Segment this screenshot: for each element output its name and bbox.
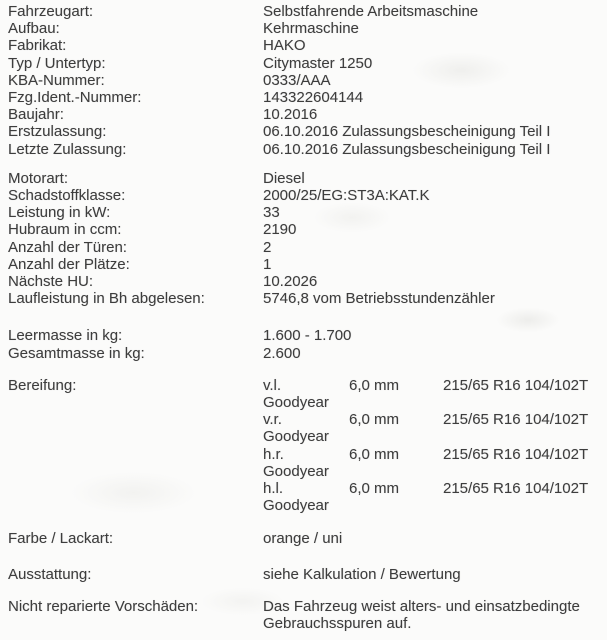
spec-value: 10.2026 <box>263 273 318 291</box>
spec-row <box>8 598 607 632</box>
spec-label: Baujahr: <box>8 106 64 124</box>
tire-spec-line <box>263 446 599 463</box>
tire-brand: Goodyear <box>263 394 329 412</box>
spec-label: Typ / Untertyp: <box>8 54 106 72</box>
spec-row <box>8 256 607 273</box>
tire-position: v.l. <box>263 376 282 394</box>
spec-row <box>8 239 607 256</box>
spec-label: Motorart: <box>8 169 69 187</box>
spec-row <box>8 327 607 344</box>
spec-row <box>8 566 607 583</box>
tire-position: h.r. <box>263 445 284 463</box>
tire-position: v.r. <box>263 411 282 429</box>
spec-value: 06.10.2016 Zulassungsbescheinigung Teil I <box>263 123 551 141</box>
spec-value: siehe Kalkulation / Bewertung <box>263 565 461 583</box>
spec-value: 1.600 - 1.700 <box>263 327 352 345</box>
tire-brand: Goodyear <box>263 462 329 480</box>
tire-size: 215/65 R16 104/102T <box>443 376 589 394</box>
spec-value: 10.2016 <box>263 106 318 124</box>
spec-value: 5746,8 vom Betriebsstundenzähler <box>263 290 495 308</box>
spec-value: 2190 <box>263 221 297 239</box>
spec-value: 143322604144 <box>263 89 364 107</box>
spec-label: Leistung in kW: <box>8 204 111 222</box>
section-tires <box>8 377 607 515</box>
tire-spec-line <box>263 377 599 394</box>
spec-label: Leermasse in kg: <box>8 327 123 345</box>
spec-value: Selbstfahrende Arbeitsmaschine <box>263 3 479 20</box>
spec-label: Aufbau: <box>8 20 60 38</box>
spec-row <box>8 20 607 37</box>
spec-label: Fzg.Ident.-Nummer: <box>8 89 142 107</box>
tire-tread-depth: 6,0 mm <box>349 411 400 429</box>
spec-row <box>8 37 607 54</box>
spec-row <box>8 187 607 204</box>
spec-row <box>8 72 607 89</box>
spec-value: 06.10.2016 Zulassungsbescheinigung Teil I <box>263 140 551 158</box>
section-masses <box>8 327 607 361</box>
spec-row <box>8 530 607 547</box>
spec-value: Kehrmaschine <box>263 20 359 38</box>
spec-row <box>8 55 607 72</box>
spec-row <box>8 204 607 221</box>
spec-label: Nicht reparierte Vorschäden: <box>8 597 199 615</box>
tire-tread-depth: 6,0 mm <box>349 376 400 394</box>
section-condition-notes <box>8 530 607 632</box>
spec-label: Hubraum in ccm: <box>8 221 122 239</box>
spec-label: Farbe / Lackart: <box>8 530 114 548</box>
spec-value: HAKO <box>263 37 306 55</box>
tire-spec-line <box>263 411 599 428</box>
spec-label: Fabrikat: <box>8 37 67 55</box>
spec-value: 2 <box>263 238 272 256</box>
spec-value: orange / uni <box>263 530 343 548</box>
spec-label: Anzahl der Plätze: <box>8 255 130 273</box>
spec-label: Gesamtmasse in kg: <box>8 344 145 362</box>
spec-row <box>8 170 607 187</box>
spec-row <box>8 290 607 307</box>
tire-size: 215/65 R16 104/102T <box>443 480 589 498</box>
spec-label: Anzahl der Türen: <box>8 238 127 256</box>
spec-label: Laufleistung in Bh abgelesen: <box>8 290 205 308</box>
tire-brand: Goodyear <box>263 428 329 446</box>
spec-value: 2000/25/EG:ST3A:KAT.K <box>263 187 430 205</box>
tire-size: 215/65 R16 104/102T <box>443 411 589 429</box>
tires-label: Bereifung: <box>8 376 77 394</box>
section-engine-technical <box>8 170 607 308</box>
spec-row <box>8 345 607 362</box>
spec-row <box>8 89 607 106</box>
spec-row <box>8 141 607 158</box>
spec-row <box>8 123 607 140</box>
spec-label: Letzte Zulassung: <box>8 140 127 158</box>
spec-label: Schadstoffklasse: <box>8 187 126 205</box>
tire-brand: Goodyear <box>263 497 329 515</box>
tire-size: 215/65 R16 104/102T <box>443 445 589 463</box>
spec-value: Das Fahrzeug weist alters- und einsatzbedingte Gebrauchsspuren auf. <box>263 597 580 633</box>
tire-tread-depth: 6,0 mm <box>349 480 400 498</box>
spec-value: Citymaster 1250 <box>263 54 373 72</box>
tire-spec-line <box>263 480 599 497</box>
tire-position: h.l. <box>263 480 284 498</box>
section-vehicle-identification <box>8 3 607 158</box>
spec-value: 1 <box>263 255 272 273</box>
spec-label: Fahrzeugart: <box>8 3 94 20</box>
spec-row <box>8 273 607 290</box>
spec-value: Diesel <box>263 169 305 187</box>
spec-label: Ausstattung: <box>8 565 92 583</box>
spec-value: 2.600 <box>263 344 301 362</box>
spec-label: KBA-Nummer: <box>8 71 105 89</box>
spec-row <box>8 3 607 20</box>
tires-row <box>8 377 607 515</box>
spec-label: Erstzulassung: <box>8 123 107 141</box>
spec-row <box>8 106 607 123</box>
spec-value: 33 <box>263 204 280 222</box>
spec-row <box>8 221 607 238</box>
spec-value: 0333/AAA <box>263 71 331 89</box>
tire-entries <box>263 377 599 515</box>
tire-tread-depth: 6,0 mm <box>349 445 400 463</box>
spec-label: Nächste HU: <box>8 273 94 291</box>
